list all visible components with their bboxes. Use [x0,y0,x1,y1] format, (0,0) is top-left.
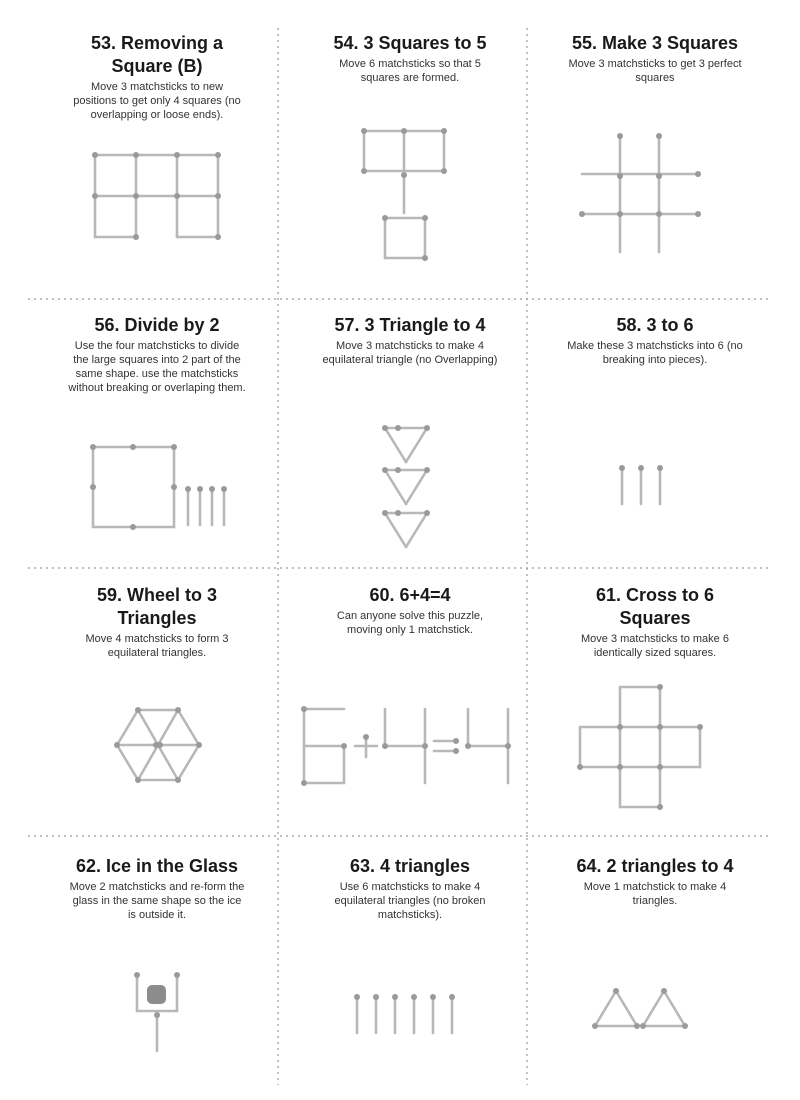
puzzle-title: 58. 3 to 6 [616,315,694,335]
puzzle-title: 59. Wheel to 3 Triangles [96,585,218,628]
figure-three-sticks [619,465,663,504]
puzzle-title: 63. 4 triangles [349,856,471,876]
puzzle-title: 55. Make 3 Squares [571,33,739,53]
puzzle-title: 60. 6+4=4 [369,585,451,605]
figure-hash-grid [579,133,701,252]
ice-cube-icon [147,985,166,1004]
puzzle-description: Move 2 matchsticks and re-form the glass in the same shape so the ice is outside it. [69,881,245,921]
figure-cross [577,684,703,810]
puzzle-title: 53. Removing a Square (B) [90,33,224,76]
puzzle-description: Make these 3 matchsticks into 6 (no breaking into pieces). [567,340,743,366]
puzzle-description: Move 1 matchstick to make 4 triangles. [583,881,727,907]
figure-six-sticks [354,994,455,1033]
puzzle-description: Move 4 matchsticks to form 3 equilateral triangles. [85,633,229,659]
puzzle-description: Use the four matchsticks to divide the large squares into 2 part of the same shape. use the matchsticks without breaking or overlaping them. [68,340,246,394]
puzzle-title: 54. 3 Squares to 5 [333,33,487,53]
figure-removing-square [92,152,221,240]
puzzle-title: 57. 3 Triangle to 4 [334,315,486,335]
puzzle-description: Move 3 matchsticks to new positions to get only 4 squares (no overlapping or loose ends). [73,81,241,121]
puzzle-description: Move 3 matchsticks to get 3 perfect squares [568,58,742,84]
figure-divide-square [90,444,227,530]
puzzle-title: 64. 2 triangles to 4 [576,856,734,876]
puzzle-description: Move 3 matchsticks to make 4 equilateral triangle (no Overlapping) [322,340,498,366]
puzzle-title: 62. Ice in the Glass [75,856,239,876]
puzzle-title: 56. Divide by 2 [94,315,220,335]
figure-three-triangles [382,425,430,547]
figure-equation [301,706,511,786]
figure-wheel [114,707,202,783]
puzzle-description: Use 6 matchsticks to make 4 equilateral triangles (no broken matchsticks). [334,881,486,921]
puzzle-title: 61. Cross to 6 Squares [595,585,715,628]
puzzle-description: Move 6 matchsticks so that 5 squares are formed. [339,58,481,84]
figure-three-squares [361,128,447,261]
figure-two-triangles [592,988,688,1029]
figure-glass [134,972,180,1051]
puzzle-description: Move 3 matchsticks to make 6 identically sized squares. [581,633,729,659]
puzzle-description: Can anyone solve this puzzle, moving only 1 matchstick. [336,610,484,636]
